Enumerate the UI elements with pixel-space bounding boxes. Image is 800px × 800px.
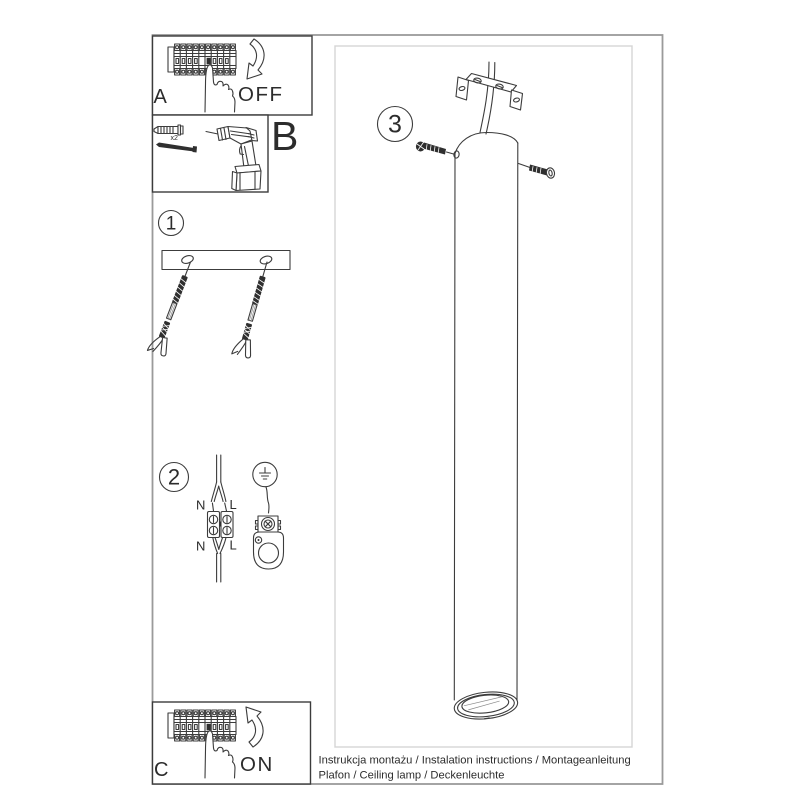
mounting-plate-icon bbox=[162, 251, 290, 270]
footer-line1: Instrukcja montażu / Instalation instructions / Montageanleitung bbox=[318, 754, 631, 767]
step1-mounting bbox=[147, 211, 290, 359]
anchor-screw-icon bbox=[147, 259, 200, 357]
on-label: ON bbox=[240, 753, 274, 776]
step2-wiring bbox=[160, 455, 284, 582]
anchor-qty-label: x2 bbox=[170, 135, 178, 142]
ground-terminal-icon bbox=[254, 487, 284, 569]
wire-label-l-bottom: L bbox=[229, 537, 237, 553]
step2-number: 2 bbox=[167, 464, 181, 490]
lamp-panel-frame bbox=[335, 46, 632, 747]
earth-symbol-icon bbox=[253, 462, 277, 486]
box-a-label: A bbox=[153, 86, 167, 108]
step1-number: 1 bbox=[165, 213, 177, 235]
anchor-screw-icon bbox=[232, 260, 277, 359]
footer bbox=[319, 755, 631, 782]
terminal-block-icon bbox=[208, 512, 234, 538]
off-label: OFF bbox=[238, 83, 284, 106]
power-cable-icon bbox=[211, 455, 226, 511]
wire-label-l-top: L bbox=[229, 497, 237, 512]
footer-line2: Plafon / Ceiling lamp / Deckenleuchte bbox=[318, 769, 505, 782]
box-b-label: B bbox=[271, 113, 299, 159]
power-cable-icon bbox=[213, 538, 226, 583]
wire-label-n-bottom: N bbox=[196, 538, 206, 554]
box-c-label: C bbox=[154, 759, 169, 781]
wire-label-n-top: N bbox=[196, 497, 206, 513]
wall-plug-icon bbox=[154, 125, 183, 135]
step3-number: 3 bbox=[388, 110, 402, 139]
